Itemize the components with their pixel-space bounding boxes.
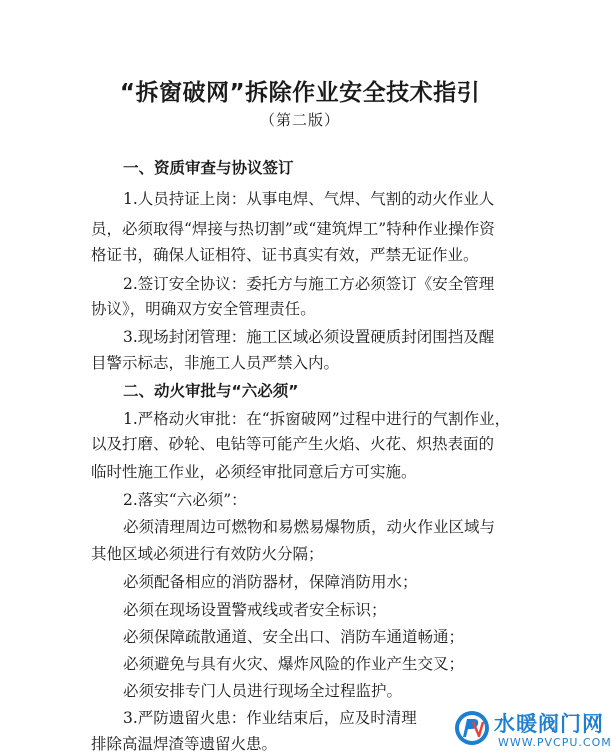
- document-subtitle: （第二版）: [259, 111, 340, 129]
- paragraph-line: 必须清理周边可燃物和易燃易爆物质，动火作业区域与: [123, 518, 496, 536]
- paragraph-line: 格证书，确保人证相符、证书真实有效，严禁无证作业。: [91, 246, 479, 264]
- paragraph-line: 必须配备相应的消防器材，保障消防用水；: [123, 573, 418, 591]
- section-heading-2: 二、动火审批与“六必须”: [123, 382, 299, 400]
- paragraph-line: 2.签订安全协议：委托方与施工方必须签订《安全管理: [123, 275, 495, 293]
- paragraph-line: 2.落实“六必须”：: [123, 491, 247, 509]
- paragraph-line: 必须避免与具有火灾、爆炸风险的作业产生交叉；: [123, 655, 465, 673]
- paragraph-line: 1.人员持证上岗：从事电焊、气焊、气割的动火作业人: [123, 190, 495, 208]
- pv-logo-icon: [452, 708, 492, 748]
- paragraph-line: 其他区域必须进行有效防火分隔；: [91, 545, 324, 563]
- paragraph-line: 目警示标志，非施工人员严禁入内。: [91, 354, 340, 372]
- paragraph-line: 以及打磨、砂轮、电钻等可能产生火焰、火花、炽热表面的: [91, 435, 495, 453]
- site-watermark: [452, 702, 612, 755]
- paragraph-line: 必须在现场设置警戒线或者安全标识；: [123, 601, 387, 619]
- paragraph-line: 员，必须取得“焊接与热切割”或“建筑焊工”特种作业操作资: [91, 220, 495, 238]
- paragraph-line: 1.严格动火审批：在“拆窗破网”过程中进行的气割作业，: [123, 410, 511, 428]
- paragraph-line: 3.现场封闭管理：施工区域必须设置硬质封闭围挡及醒: [123, 328, 495, 346]
- paragraph-line: 必须安排专门人员进行现场全过程监护。: [123, 682, 403, 700]
- document-title: “拆窗破网”拆除作业安全技术指引: [119, 80, 481, 106]
- section-heading-1: 一、资质审查与协议签订: [123, 159, 294, 177]
- paragraph-line: 协议》，明确双方安全管理责任。: [91, 300, 316, 318]
- watermark-site-name: 水暖阀门网: [494, 712, 604, 736]
- paragraph-line: 排除高温焊渣等遗留火患。: [91, 735, 278, 753]
- paragraph-line: 3.严防遗留火患：作业结束后，应及时清理: [123, 709, 417, 727]
- paragraph-line: 临时性施工作业，必须经审批同意后方可实施。: [91, 463, 417, 481]
- paragraph-line: 必须保障疏散通道、安全出口、消防车通道畅通；: [123, 628, 465, 646]
- watermark-site-url: WWW.PVCPU.COM: [498, 736, 612, 749]
